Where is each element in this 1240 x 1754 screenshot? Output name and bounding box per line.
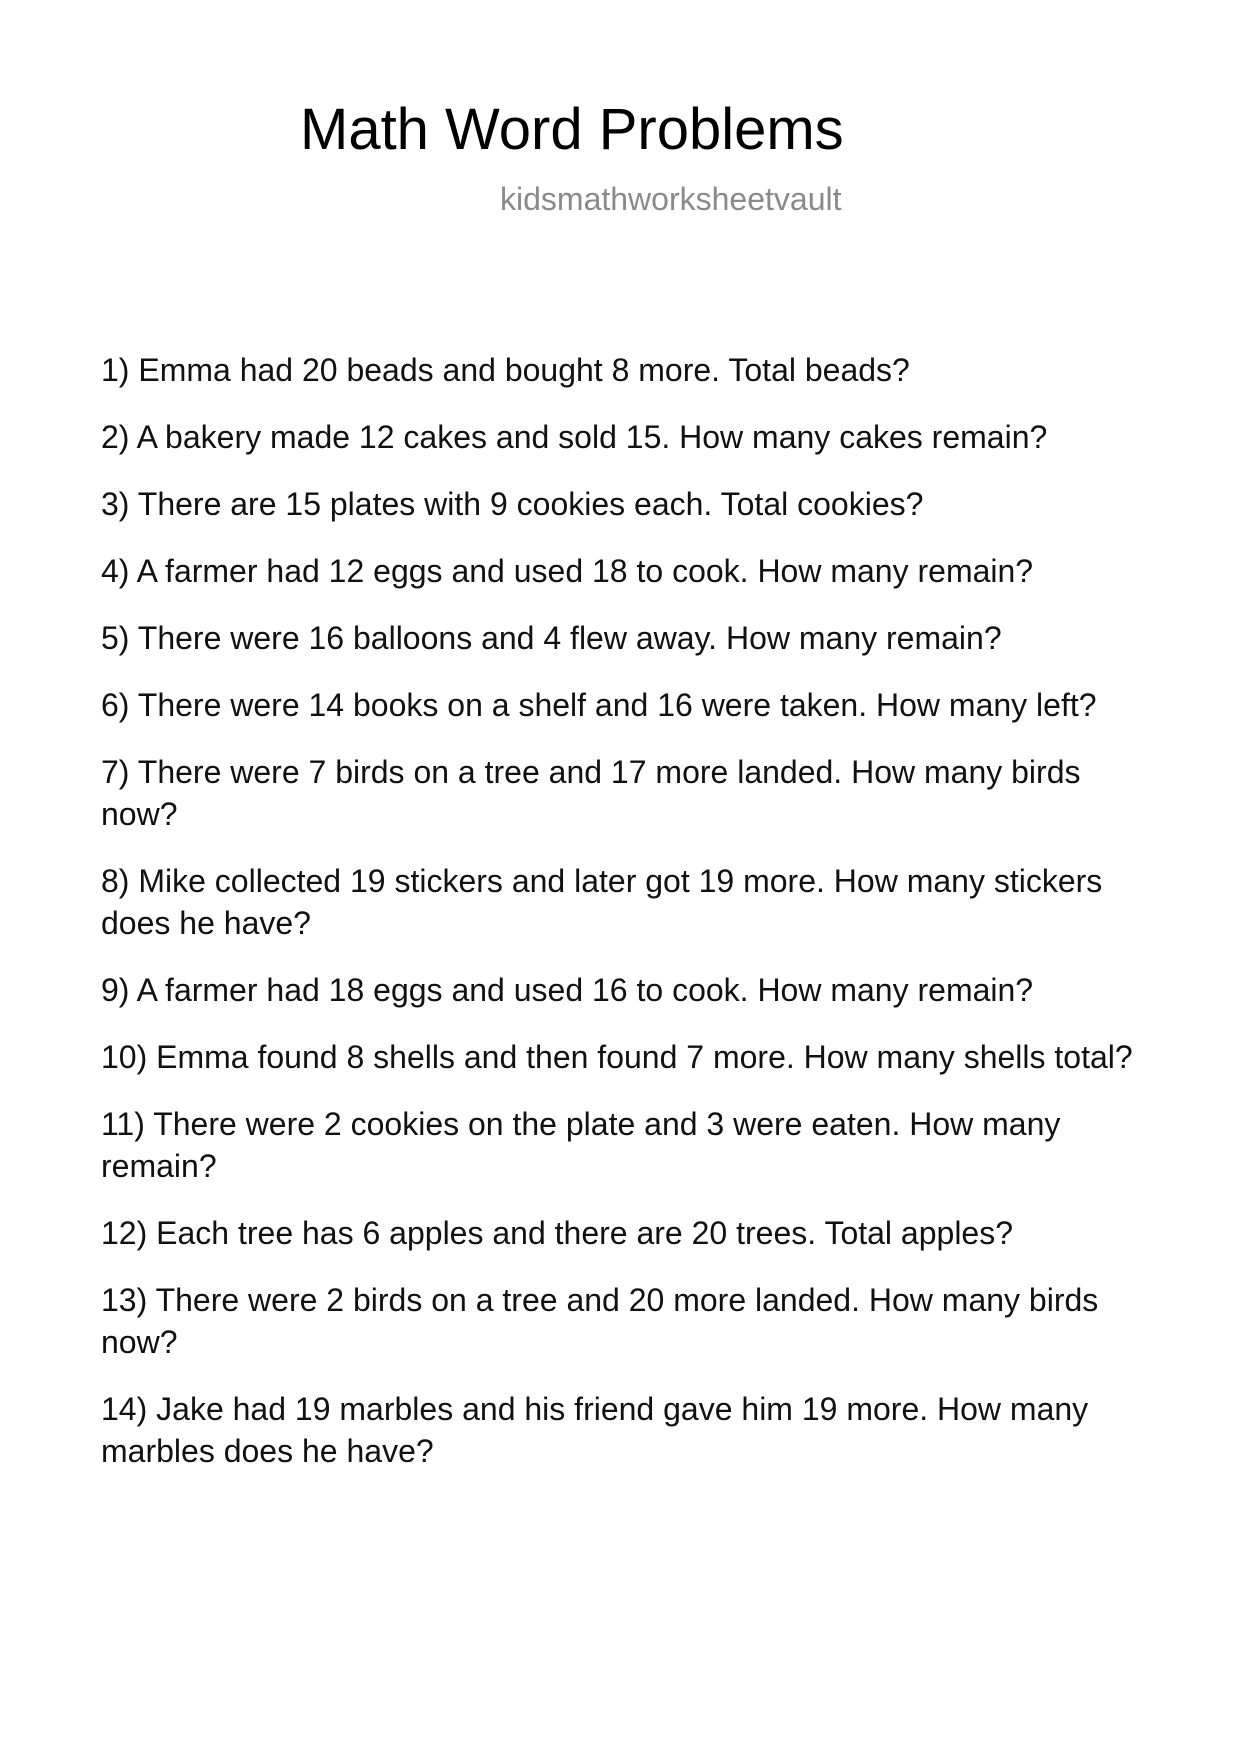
problem-item-13: 13) There were 2 birds on a tree and 20 more landed. How many birds now? xyxy=(101,1282,1099,1360)
problem-item-14: 14) Jake had 19 marbles and his friend gave him 19 more. How many marbles does he have? xyxy=(101,1391,1089,1469)
problem-item-9: 9) A farmer had 18 eggs and used 16 to cook. How many remain? xyxy=(101,972,1034,1008)
problem-item-2: 2) A bakery made 12 cakes and sold 15. How many cakes remain? xyxy=(101,419,1048,455)
problem-item-3: 3) There are 15 plates with 9 cookies each. Total cookies? xyxy=(101,486,924,522)
page-title: Math Word Problems xyxy=(300,97,844,162)
problem-item-12: 12) Each tree has 6 apples and there are 20 trees. Total apples? xyxy=(101,1215,1014,1251)
problem-item-10: 10) Emma found 8 shells and then found 7 more. How many shells total? xyxy=(101,1039,1133,1075)
problem-item-6: 6) There were 14 books on a shelf and 16 were taken. How many left? xyxy=(101,687,1097,723)
problem-item-5: 5) There were 16 balloons and 4 flew away. How many remain? xyxy=(101,620,1002,656)
problem-item-1: 1) Emma had 20 beads and bought 8 more. Total beads? xyxy=(101,352,910,388)
problem-item-4: 4) A farmer had 12 eggs and used 18 to cook. How many remain? xyxy=(101,553,1034,589)
problem-item-11: 11) There were 2 cookies on the plate and 3 were eaten. How many remain? xyxy=(101,1106,1061,1184)
problem-list xyxy=(101,349,1146,1497)
problem-item-8: 8) Mike collected 19 stickers and later got 19 more. How many stickers does he have? xyxy=(101,863,1103,941)
problem-item-7: 7) There were 7 birds on a tree and 17 more landed. How many birds now? xyxy=(101,754,1081,832)
page-subtitle: kidsmathworksheetvault xyxy=(500,181,842,217)
